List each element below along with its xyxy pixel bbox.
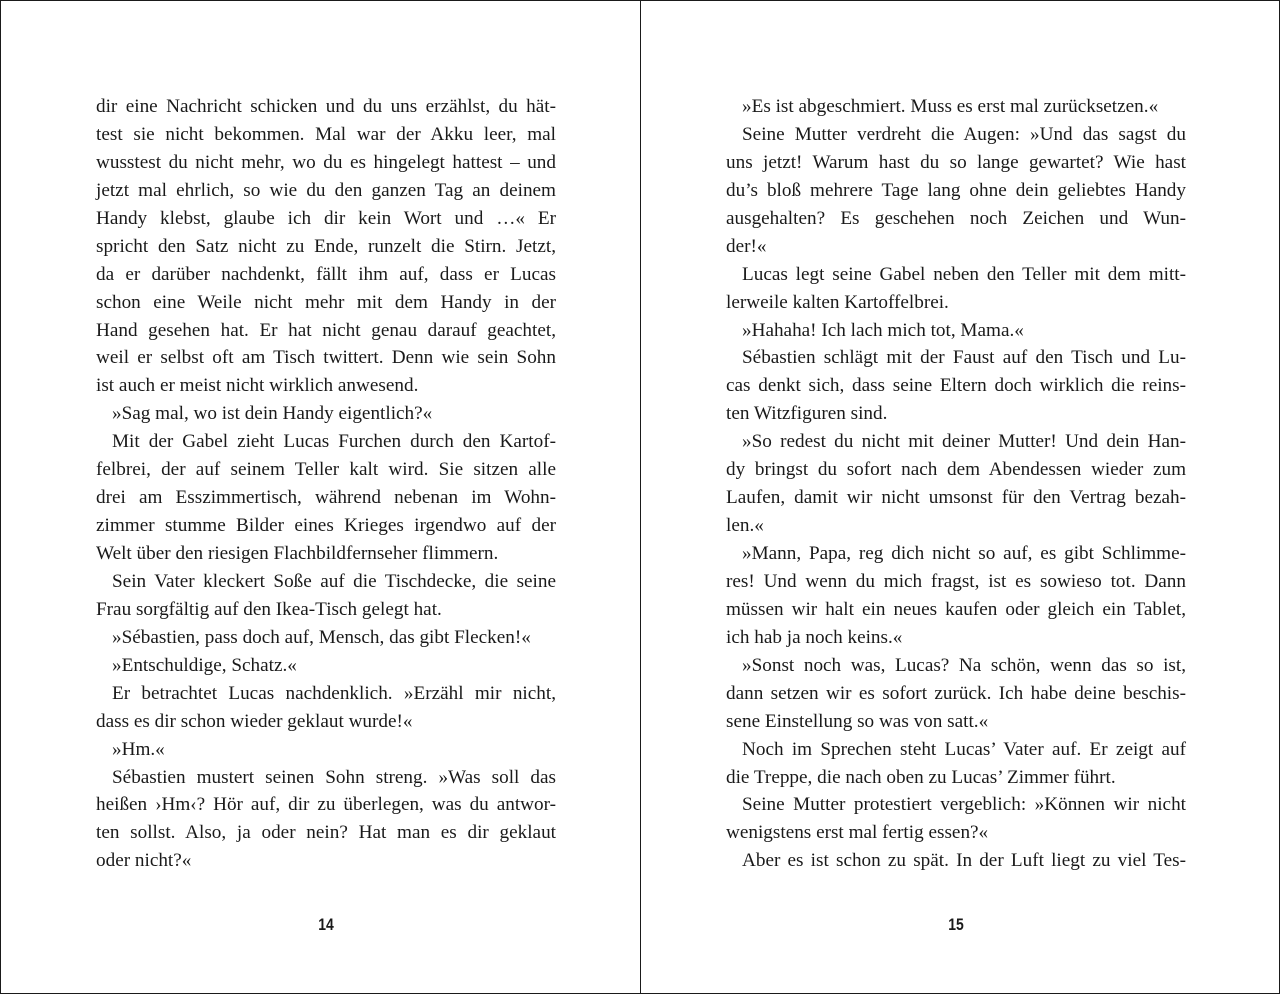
- page-number-right: 15: [948, 915, 964, 934]
- text-line: spricht den Satz nicht zu Ende, runzelt die Stirn. Jetzt,: [96, 235, 556, 257]
- right-page-text: [726, 93, 1186, 875]
- text-line: müssen wir halt ein neues kaufen oder gleich ein Tablet,: [726, 598, 1186, 620]
- text-line: felbrei, der auf seinem Teller kalt wird. Sie sitzen alle: [96, 459, 556, 481]
- text-line: ist auch er meist nicht wirklich anwesend.: [96, 375, 419, 397]
- text-line: »Hm.«: [112, 738, 165, 760]
- text-line: »Sébastien, pass doch auf, Mensch, das gibt Flecken!«: [112, 626, 531, 648]
- text-line: ten Witzfiguren sind.: [726, 403, 888, 425]
- text-line: jetzt mal ehrlich, so wie du den ganzen Tag an deinem: [96, 179, 556, 201]
- text-line: ausgehalten? Es geschehen noch Zeichen und Wun-: [726, 207, 1186, 229]
- text-line: Sébastien mustert seinen Sohn streng. »Was soll das: [112, 766, 556, 788]
- text-line: Seine Mutter protestiert vergeblich: »Können wir nicht: [742, 794, 1186, 816]
- text-line: Seine Mutter verdreht die Augen: »Und das sagst du: [742, 123, 1186, 145]
- text-line: du’s bloß mehrere Tage lang ohne dein geliebtes Handy: [726, 179, 1186, 201]
- text-line: Sébastien schlägt mit der Faust auf den Tisch und Lu-: [742, 347, 1186, 369]
- text-line: Er betrachtet Lucas nachdenklich. »Erzähl mir nicht,: [112, 682, 556, 704]
- text-line: Welt über den riesigen Flachbildfernseher flimmern.: [96, 543, 499, 564]
- text-line: Aber es ist schon zu spät. In der Luft liegt zu viel Tes-: [742, 850, 1186, 872]
- text-line: »Hahaha! Ich lach mich tot, Mama.«: [742, 319, 1024, 341]
- text-line: »Mann, Papa, reg dich nicht so auf, es gibt Schlimme-: [742, 543, 1186, 564]
- text-line: Frau sorgfältig auf den Ikea-Tisch gelegt hat.: [96, 598, 442, 620]
- text-line: da er darüber nachdenkt, fällt ihm auf, dass er Lucas: [96, 263, 556, 285]
- text-line: »Sonst noch was, Lucas? Na schön, wenn das so ist,: [742, 654, 1186, 676]
- text-line: drei am Esszimmertisch, während nebenan im Wohn-: [96, 487, 556, 509]
- text-line: ich hab ja noch keins.«: [726, 626, 903, 648]
- text-line: cas denkt sich, dass seine Eltern doch wirklich die reins-: [726, 375, 1186, 397]
- text-line: lerweile kalten Kartoffelbrei.: [726, 291, 949, 313]
- text-line: »Entschuldige, Schatz.«: [112, 654, 297, 676]
- text-line: Noch im Sprechen steht Lucas’ Vater auf. Er zeigt auf: [742, 738, 1186, 760]
- text-line: uns jetzt! Warum hast du so lange gewartet? Wie hast: [726, 151, 1186, 173]
- text-line: weil er selbst oft am Tisch twittert. Denn wie sein Sohn: [96, 347, 556, 369]
- text-line: len.«: [726, 515, 764, 537]
- text-line: der!«: [726, 235, 767, 257]
- page-gutter-divider: [640, 1, 641, 994]
- text-line: »Es ist abgeschmiert. Muss es erst mal zurücksetzen.«: [742, 96, 1159, 117]
- text-line: wenigstens erst mal fertig essen?«: [726, 822, 989, 844]
- text-line: res! Und wenn du mich fragst, ist es sowieso tot. Dann: [726, 570, 1186, 592]
- text-line: ten sollst. Also, ja oder nein? Hat man es dir geklaut: [96, 822, 556, 844]
- text-line: wusstest du nicht mehr, wo du es hingelegt hattest – und: [96, 151, 556, 173]
- text-line: dy bringst du sofort nach dem Abendessen wieder zum: [726, 459, 1186, 481]
- page-number-left: 14: [318, 915, 334, 934]
- text-line: Handy klebst, glaube ich dir kein Wort und …« Er: [96, 207, 556, 229]
- text-line: Lucas legt seine Gabel neben den Teller mit dem mitt-: [742, 263, 1186, 285]
- text-line: Laufen, damit wir nicht umsonst für den Vertrag bezah-: [726, 487, 1186, 509]
- text-line: heißen ›Hm‹? Hör auf, dir zu überlegen, was du antwor-: [96, 794, 556, 816]
- text-line: die Treppe, die nach oben zu Lucas’ Zimmer führt.: [726, 766, 1116, 788]
- text-line: dir eine Nachricht schicken und du uns erzählst, du hät-: [96, 96, 556, 117]
- text-line: Sein Vater kleckert Soße auf die Tischdecke, die seine: [112, 570, 556, 592]
- left-page-text: [96, 93, 556, 875]
- text-line: schon eine Weile nicht mehr mit dem Handy in der: [96, 291, 556, 313]
- text-line: dann setzen wir es sofort zurück. Ich habe deine beschis-: [726, 682, 1186, 704]
- text-line: oder nicht?«: [96, 850, 192, 872]
- text-line: test sie nicht bekommen. Mal war der Akku leer, mal: [96, 123, 556, 145]
- text-line: Mit der Gabel zieht Lucas Furchen durch den Kartof-: [112, 431, 556, 453]
- text-line: »So redest du nicht mit deiner Mutter! Und dein Han-: [742, 431, 1186, 453]
- text-line: »Sag mal, wo ist dein Handy eigentlich?«: [112, 403, 433, 425]
- text-line: dass es dir schon wieder geklaut wurde!«: [96, 710, 413, 732]
- text-line: zimmer stumme Bilder eines Krieges irgendwo auf der: [96, 515, 556, 537]
- text-line: sene Einstellung so was von satt.«: [726, 710, 989, 732]
- text-line: Hand gesehen hat. Er hat nicht genau darauf geachtet,: [96, 319, 556, 341]
